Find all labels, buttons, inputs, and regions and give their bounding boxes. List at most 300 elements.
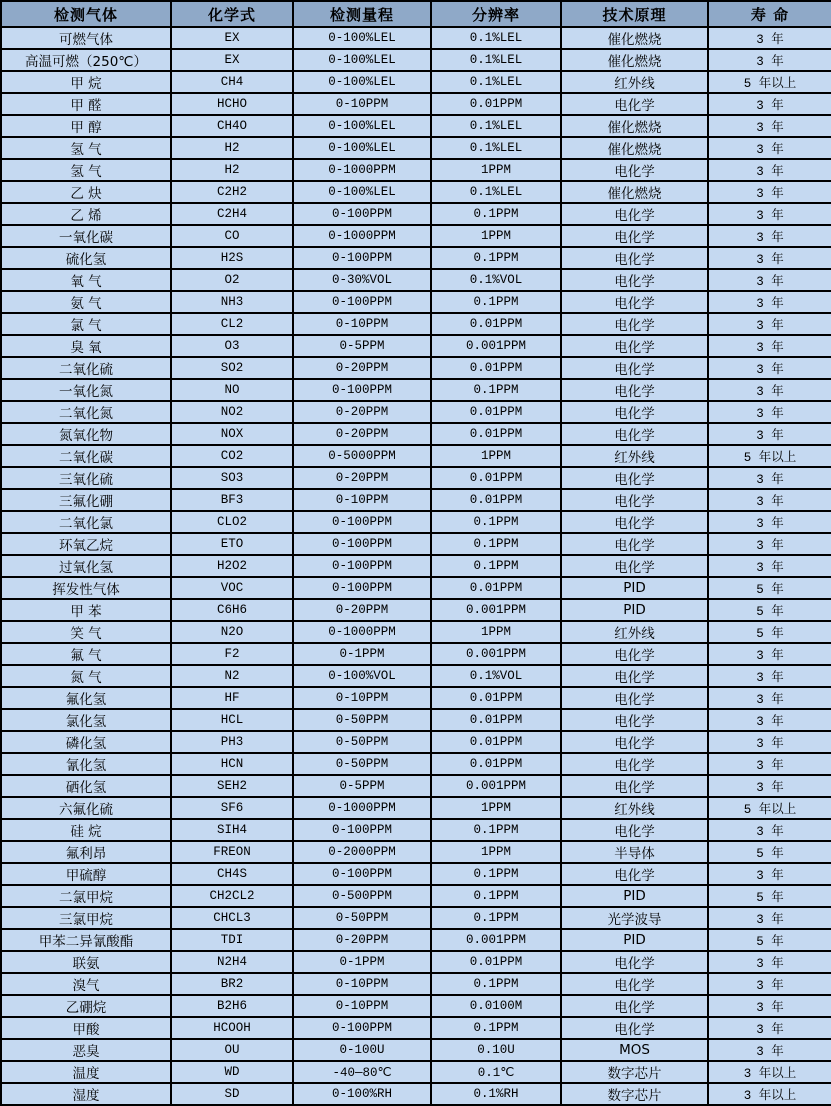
table-cell-resolution: 1PPM <box>431 621 561 643</box>
table-cell-resolution: 0.001PPM <box>431 599 561 621</box>
table-cell-resolution: 0.1%VOL <box>431 269 561 291</box>
table-row <box>1 951 831 973</box>
table-cell-principle: 光学波导 <box>561 907 708 929</box>
table-cell-resolution: 0.01PPM <box>431 489 561 511</box>
table-row <box>1 225 831 247</box>
table-cell-gas: 六氟化硫 <box>1 797 171 819</box>
table-row <box>1 621 831 643</box>
table-cell-principle: 电化学 <box>561 731 708 753</box>
table-cell-range: 0-100%VOL <box>293 665 431 687</box>
table-cell-principle: 红外线 <box>561 621 708 643</box>
table-cell-lifespan: 3 年 <box>708 247 831 269</box>
table-cell-formula: PH3 <box>171 731 293 753</box>
table-cell-lifespan: 3 年 <box>708 489 831 511</box>
table-cell-principle: 电化学 <box>561 379 708 401</box>
table-cell-range: 0-5PPM <box>293 775 431 797</box>
table-row <box>1 973 831 995</box>
table-cell-formula: CO2 <box>171 445 293 467</box>
table-cell-principle: 电化学 <box>561 423 708 445</box>
table-cell-lifespan: 3 年 <box>708 401 831 423</box>
table-row <box>1 313 831 335</box>
table-row <box>1 819 831 841</box>
table-body <box>1 27 831 1105</box>
table-cell-range: 0-20PPM <box>293 929 431 951</box>
table-cell-principle: 电化学 <box>561 687 708 709</box>
table-cell-gas: 磷化氢 <box>1 731 171 753</box>
table-cell-formula: F2 <box>171 643 293 665</box>
table-cell-principle: PID <box>561 599 708 621</box>
table-cell-lifespan: 5 年 <box>708 929 831 951</box>
table-cell-principle: 催化燃烧 <box>561 49 708 71</box>
table-cell-principle: 电化学 <box>561 555 708 577</box>
table-cell-range: 0-100U <box>293 1039 431 1061</box>
table-cell-gas: 二氧化碳 <box>1 445 171 467</box>
table-cell-formula: NOX <box>171 423 293 445</box>
table-cell-lifespan: 3 年 <box>708 335 831 357</box>
table-cell-gas: 氟利昂 <box>1 841 171 863</box>
table-cell-gas: 氨 气 <box>1 291 171 313</box>
table-cell-range: 0-100PPM <box>293 577 431 599</box>
table-cell-principle: 电化学 <box>561 291 708 313</box>
table-cell-resolution: 0.01PPM <box>431 709 561 731</box>
table-cell-lifespan: 3 年 <box>708 995 831 1017</box>
table-cell-gas: 氮 气 <box>1 665 171 687</box>
table-cell-lifespan: 3 年 <box>708 951 831 973</box>
table-cell-gas: 硫化氢 <box>1 247 171 269</box>
table-cell-principle: 电化学 <box>561 489 708 511</box>
table-row <box>1 511 831 533</box>
table-cell-lifespan: 3 年以上 <box>708 1083 831 1105</box>
column-header-principle: 技术原理 <box>561 1 708 27</box>
table-cell-gas: 氯 气 <box>1 313 171 335</box>
table-cell-gas: 氰化氢 <box>1 753 171 775</box>
table-cell-principle: 电化学 <box>561 511 708 533</box>
table-cell-range: 0-100%LEL <box>293 115 431 137</box>
table-cell-formula: WD <box>171 1061 293 1083</box>
table-row <box>1 533 831 555</box>
table-cell-gas: 氢 气 <box>1 159 171 181</box>
table-cell-principle: PID <box>561 885 708 907</box>
table-cell-range: 0-1000PPM <box>293 797 431 819</box>
table-cell-principle: 电化学 <box>561 1017 708 1039</box>
table-cell-formula: SO3 <box>171 467 293 489</box>
table-cell-lifespan: 5 年 <box>708 599 831 621</box>
table-cell-resolution: 0.1%LEL <box>431 181 561 203</box>
table-cell-principle: 电化学 <box>561 225 708 247</box>
table-cell-range: 0-100PPM <box>293 533 431 555</box>
table-cell-gas: 三氧化硫 <box>1 467 171 489</box>
table-cell-lifespan: 3 年 <box>708 291 831 313</box>
table-cell-formula: B2H6 <box>171 995 293 1017</box>
table-cell-resolution: 0.01PPM <box>431 731 561 753</box>
table-cell-resolution: 1PPM <box>431 159 561 181</box>
table-cell-gas: 乙硼烷 <box>1 995 171 1017</box>
table-row <box>1 467 831 489</box>
table-cell-lifespan: 3 年以上 <box>708 1061 831 1083</box>
table-row <box>1 401 831 423</box>
table-cell-range: 0-100PPM <box>293 555 431 577</box>
table-cell-lifespan: 3 年 <box>708 379 831 401</box>
table-row <box>1 599 831 621</box>
table-cell-gas: 乙 炔 <box>1 181 171 203</box>
table-cell-formula: NO2 <box>171 401 293 423</box>
table-cell-lifespan: 3 年 <box>708 357 831 379</box>
table-row <box>1 27 831 49</box>
table-cell-lifespan: 5 年以上 <box>708 797 831 819</box>
table-cell-range: 0-20PPM <box>293 467 431 489</box>
table-cell-range: 0-100%LEL <box>293 27 431 49</box>
table-cell-formula: SEH2 <box>171 775 293 797</box>
table-row <box>1 775 831 797</box>
table-cell-formula: N2O <box>171 621 293 643</box>
table-cell-gas: 氮氧化物 <box>1 423 171 445</box>
table-cell-formula: CH4 <box>171 71 293 93</box>
table-cell-lifespan: 3 年 <box>708 709 831 731</box>
table-cell-resolution: 0.001PPM <box>431 929 561 951</box>
table-cell-principle: 催化燃烧 <box>561 27 708 49</box>
table-row <box>1 907 831 929</box>
table-cell-principle: 数字芯片 <box>561 1061 708 1083</box>
table-cell-formula: H2O2 <box>171 555 293 577</box>
table-cell-principle: 催化燃烧 <box>561 115 708 137</box>
table-cell-principle: 半导体 <box>561 841 708 863</box>
table-cell-principle: 电化学 <box>561 819 708 841</box>
table-cell-lifespan: 5 年 <box>708 885 831 907</box>
table-row <box>1 291 831 313</box>
table-cell-formula: C2H2 <box>171 181 293 203</box>
table-row <box>1 687 831 709</box>
table-cell-lifespan: 3 年 <box>708 665 831 687</box>
table-cell-principle: MOS <box>561 1039 708 1061</box>
table-cell-principle: 电化学 <box>561 313 708 335</box>
table-cell-principle: 电化学 <box>561 357 708 379</box>
table-cell-gas: 甲 醛 <box>1 93 171 115</box>
table-cell-range: 0-500PPM <box>293 885 431 907</box>
table-cell-resolution: 0.01PPM <box>431 401 561 423</box>
table-cell-resolution: 0.01PPM <box>431 357 561 379</box>
table-cell-formula: N2 <box>171 665 293 687</box>
table-cell-resolution: 0.1PPM <box>431 1017 561 1039</box>
table-cell-gas: 乙 烯 <box>1 203 171 225</box>
table-cell-lifespan: 3 年 <box>708 115 831 137</box>
table-row <box>1 577 831 599</box>
table-cell-principle: 电化学 <box>561 247 708 269</box>
table-cell-principle: 电化学 <box>561 995 708 1017</box>
table-cell-resolution: 0.1PPM <box>431 973 561 995</box>
table-cell-gas: 二氯甲烷 <box>1 885 171 907</box>
table-cell-gas: 温度 <box>1 1061 171 1083</box>
table-row <box>1 731 831 753</box>
table-cell-resolution: 0.01PPM <box>431 577 561 599</box>
table-cell-principle: 电化学 <box>561 159 708 181</box>
table-cell-range: 0-1PPM <box>293 643 431 665</box>
table-cell-formula: HCOOH <box>171 1017 293 1039</box>
table-cell-lifespan: 3 年 <box>708 533 831 555</box>
table-cell-range: 0-1000PPM <box>293 159 431 181</box>
table-cell-range: 0-50PPM <box>293 731 431 753</box>
table-cell-range: 0-50PPM <box>293 753 431 775</box>
table-cell-range: 0-100PPM <box>293 203 431 225</box>
table-cell-formula: CH4S <box>171 863 293 885</box>
table-cell-resolution: 0.1%LEL <box>431 115 561 137</box>
table-cell-resolution: 0.1PPM <box>431 533 561 555</box>
table-cell-lifespan: 3 年 <box>708 269 831 291</box>
table-row <box>1 555 831 577</box>
table-cell-resolution: 0.01PPM <box>431 423 561 445</box>
table-cell-formula: SO2 <box>171 357 293 379</box>
table-cell-principle: 电化学 <box>561 709 708 731</box>
table-cell-formula: O3 <box>171 335 293 357</box>
table-cell-resolution: 0.1%LEL <box>431 49 561 71</box>
table-cell-principle: 红外线 <box>561 797 708 819</box>
table-row <box>1 665 831 687</box>
table-cell-formula: EX <box>171 27 293 49</box>
table-cell-resolution: 0.1%RH <box>431 1083 561 1105</box>
table-cell-principle: 电化学 <box>561 665 708 687</box>
table-cell-resolution: 0.1%VOL <box>431 665 561 687</box>
table-cell-range: 0-30%VOL <box>293 269 431 291</box>
table-cell-lifespan: 3 年 <box>708 907 831 929</box>
table-cell-range: 0-20PPM <box>293 401 431 423</box>
table-cell-range: 0-5PPM <box>293 335 431 357</box>
table-row <box>1 137 831 159</box>
table-cell-resolution: 0.1PPM <box>431 863 561 885</box>
table-cell-formula: H2 <box>171 137 293 159</box>
table-cell-gas: 甲硫醇 <box>1 863 171 885</box>
table-cell-range: 0-50PPM <box>293 907 431 929</box>
table-row <box>1 841 831 863</box>
table-cell-lifespan: 3 年 <box>708 643 831 665</box>
table-cell-resolution: 0.001PPM <box>431 775 561 797</box>
table-cell-gas: 二氧化硫 <box>1 357 171 379</box>
header-row <box>1 1 831 27</box>
table-cell-gas: 过氧化氢 <box>1 555 171 577</box>
table-cell-range: 0-20PPM <box>293 357 431 379</box>
table-cell-principle: 催化燃烧 <box>561 181 708 203</box>
table-cell-formula: SF6 <box>171 797 293 819</box>
table-cell-range: 0-100%LEL <box>293 181 431 203</box>
table-cell-lifespan: 3 年 <box>708 203 831 225</box>
table-cell-resolution: 1PPM <box>431 445 561 467</box>
table-cell-range: 0-2000PPM <box>293 841 431 863</box>
column-header-range: 检测量程 <box>293 1 431 27</box>
table-row <box>1 1039 831 1061</box>
table-cell-lifespan: 3 年 <box>708 687 831 709</box>
table-cell-lifespan: 3 年 <box>708 27 831 49</box>
table-cell-resolution: 0.001PPM <box>431 335 561 357</box>
table-cell-lifespan: 3 年 <box>708 819 831 841</box>
table-cell-formula: H2 <box>171 159 293 181</box>
table-cell-range: 0-10PPM <box>293 489 431 511</box>
table-cell-gas: 臭 氧 <box>1 335 171 357</box>
table-cell-formula: NO <box>171 379 293 401</box>
table-row <box>1 357 831 379</box>
table-cell-formula: SIH4 <box>171 819 293 841</box>
table-cell-gas: 硅 烷 <box>1 819 171 841</box>
table-cell-resolution: 1PPM <box>431 225 561 247</box>
table-cell-formula: BF3 <box>171 489 293 511</box>
table-cell-principle: 电化学 <box>561 269 708 291</box>
table-cell-gas: 湿度 <box>1 1083 171 1105</box>
table-cell-range: 0-100%LEL <box>293 137 431 159</box>
table-cell-principle: 电化学 <box>561 203 708 225</box>
table-cell-gas: 氟化氢 <box>1 687 171 709</box>
table-cell-lifespan: 3 年 <box>708 973 831 995</box>
table-cell-principle: 电化学 <box>561 93 708 115</box>
table-cell-resolution: 1PPM <box>431 841 561 863</box>
table-cell-gas: 甲苯二异氰酸酯 <box>1 929 171 951</box>
table-cell-formula: SD <box>171 1083 293 1105</box>
table-cell-principle: 电化学 <box>561 863 708 885</box>
table-row <box>1 643 831 665</box>
table-cell-lifespan: 5 年 <box>708 621 831 643</box>
table-row <box>1 49 831 71</box>
table-cell-resolution: 0.1%LEL <box>431 71 561 93</box>
table-row <box>1 247 831 269</box>
table-cell-principle: 电化学 <box>561 951 708 973</box>
table-cell-lifespan: 5 年 <box>708 577 831 599</box>
table-row <box>1 115 831 137</box>
table-cell-range: 0-20PPM <box>293 599 431 621</box>
table-cell-gas: 挥发性气体 <box>1 577 171 599</box>
table-cell-lifespan: 5 年 <box>708 841 831 863</box>
table-cell-formula: CH4O <box>171 115 293 137</box>
table-cell-principle: PID <box>561 577 708 599</box>
table-cell-gas: 可燃气体 <box>1 27 171 49</box>
table-cell-formula: H2S <box>171 247 293 269</box>
table-row <box>1 335 831 357</box>
table-cell-gas: 甲酸 <box>1 1017 171 1039</box>
table-cell-lifespan: 3 年 <box>708 49 831 71</box>
table-cell-gas: 硒化氢 <box>1 775 171 797</box>
table-cell-formula: CH2CL2 <box>171 885 293 907</box>
table-cell-resolution: 0.1PPM <box>431 203 561 225</box>
table-cell-gas: 二氧化氯 <box>1 511 171 533</box>
table-cell-range: 0-100PPM <box>293 863 431 885</box>
table-cell-formula: HF <box>171 687 293 709</box>
table-cell-gas: 溴气 <box>1 973 171 995</box>
table-cell-lifespan: 3 年 <box>708 93 831 115</box>
table-cell-lifespan: 3 年 <box>708 1039 831 1061</box>
table-cell-lifespan: 3 年 <box>708 159 831 181</box>
table-row <box>1 797 831 819</box>
table-row <box>1 709 831 731</box>
table-cell-range: 0-100PPM <box>293 379 431 401</box>
table-cell-gas: 一氧化碳 <box>1 225 171 247</box>
table-cell-gas: 恶臭 <box>1 1039 171 1061</box>
table-cell-resolution: 0.01PPM <box>431 687 561 709</box>
table-cell-formula: TDI <box>171 929 293 951</box>
table-cell-principle: 电化学 <box>561 335 708 357</box>
table-cell-principle: 数字芯片 <box>561 1083 708 1105</box>
table-cell-gas: 甲 烷 <box>1 71 171 93</box>
column-header-resolution: 分辨率 <box>431 1 561 27</box>
table-cell-lifespan: 3 年 <box>708 313 831 335</box>
table-row <box>1 929 831 951</box>
table-row <box>1 1061 831 1083</box>
table-row <box>1 93 831 115</box>
table-cell-formula: NH3 <box>171 291 293 313</box>
table-cell-lifespan: 3 年 <box>708 225 831 247</box>
table-cell-range: 0-100PPM <box>293 291 431 313</box>
table-cell-range: 0-100PPM <box>293 1017 431 1039</box>
table-cell-range: 0-10PPM <box>293 973 431 995</box>
table-cell-principle: 电化学 <box>561 533 708 555</box>
table-cell-formula: HCL <box>171 709 293 731</box>
table-cell-range: 0-1PPM <box>293 951 431 973</box>
table-row <box>1 445 831 467</box>
table-cell-principle: 电化学 <box>561 467 708 489</box>
table-cell-resolution: 0.01PPM <box>431 93 561 115</box>
table-cell-formula: OU <box>171 1039 293 1061</box>
table-cell-gas: 环氧乙烷 <box>1 533 171 555</box>
table-cell-resolution: 0.1PPM <box>431 511 561 533</box>
table-row <box>1 423 831 445</box>
table-cell-principle: 电化学 <box>561 401 708 423</box>
table-row <box>1 489 831 511</box>
table-cell-gas: 氧 气 <box>1 269 171 291</box>
table-cell-formula: CHCL3 <box>171 907 293 929</box>
table-cell-principle: PID <box>561 929 708 951</box>
table-cell-range: -40—80℃ <box>293 1061 431 1083</box>
table-cell-lifespan: 3 年 <box>708 423 831 445</box>
table-cell-resolution: 1PPM <box>431 797 561 819</box>
table-cell-principle: 电化学 <box>561 753 708 775</box>
table-cell-principle: 催化燃烧 <box>561 137 708 159</box>
table-cell-formula: FREON <box>171 841 293 863</box>
table-cell-gas: 甲 醇 <box>1 115 171 137</box>
table-cell-range: 0-1000PPM <box>293 225 431 247</box>
table-cell-principle: 红外线 <box>561 445 708 467</box>
table-cell-resolution: 0.1%LEL <box>431 27 561 49</box>
table-cell-range: 0-100PPM <box>293 247 431 269</box>
table-cell-range: 0-100PPM <box>293 819 431 841</box>
table-cell-lifespan: 3 年 <box>708 753 831 775</box>
table-cell-lifespan: 3 年 <box>708 137 831 159</box>
table-cell-lifespan: 3 年 <box>708 863 831 885</box>
table-cell-resolution: 0.1PPM <box>431 247 561 269</box>
table-cell-lifespan: 3 年 <box>708 555 831 577</box>
table-cell-resolution: 0.1%LEL <box>431 137 561 159</box>
table-cell-resolution: 0.1℃ <box>431 1061 561 1083</box>
table-row <box>1 379 831 401</box>
table-cell-formula: HCN <box>171 753 293 775</box>
table-header <box>1 1 831 27</box>
table-cell-range: 0-10PPM <box>293 313 431 335</box>
table-cell-resolution: 0.1PPM <box>431 907 561 929</box>
table-cell-gas: 三氟化硼 <box>1 489 171 511</box>
table-row <box>1 71 831 93</box>
table-cell-lifespan: 3 年 <box>708 731 831 753</box>
column-header-lifespan: 寿 命 <box>708 1 831 27</box>
table-cell-range: 0-10PPM <box>293 93 431 115</box>
table-cell-range: 0-100PPM <box>293 511 431 533</box>
table-cell-formula: C6H6 <box>171 599 293 621</box>
table-cell-lifespan: 5 年以上 <box>708 71 831 93</box>
table-cell-gas: 一氧化氮 <box>1 379 171 401</box>
table-cell-gas: 氢 气 <box>1 137 171 159</box>
table-cell-formula: CO <box>171 225 293 247</box>
table-cell-formula: HCHO <box>171 93 293 115</box>
table-cell-gas: 氟 气 <box>1 643 171 665</box>
table-cell-gas: 笑 气 <box>1 621 171 643</box>
table-cell-range: 0-20PPM <box>293 423 431 445</box>
table-row <box>1 885 831 907</box>
table-cell-resolution: 0.1PPM <box>431 555 561 577</box>
table-cell-resolution: 0.1PPM <box>431 885 561 907</box>
table-cell-formula: ETO <box>171 533 293 555</box>
table-cell-principle: 红外线 <box>561 71 708 93</box>
